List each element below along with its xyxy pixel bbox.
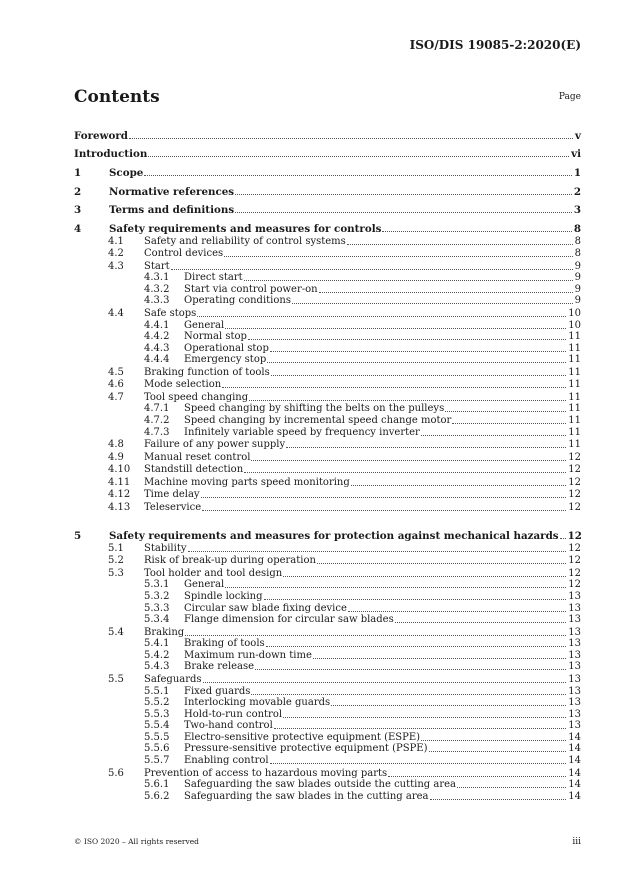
toc-entry[interactable] — [74, 451, 581, 464]
dot-leader — [222, 387, 566, 388]
toc-entry-title: Operational stop — [184, 342, 269, 354]
toc-entry-page: 14 — [568, 743, 581, 755]
toc-entry-title: Scope — [109, 167, 144, 180]
dot-leader — [202, 510, 566, 511]
toc-entry[interactable] — [74, 791, 581, 803]
toc-entry[interactable] — [74, 284, 581, 296]
toc-entry-title: Start via control power-on — [184, 283, 318, 295]
dot-leader — [248, 339, 566, 340]
dot-leader — [201, 497, 567, 498]
dot-leader — [560, 538, 566, 539]
toc-entry-number: 5.5.4 — [144, 720, 170, 732]
toc-entry-title: Safe stops — [144, 307, 197, 319]
toc-entry-title: Control devices — [144, 248, 224, 260]
copyright-footer: © ISO 2020 – All rights reserved — [74, 837, 199, 846]
dot-leader — [249, 400, 566, 401]
toc-entry-number: 4.3.3 — [144, 295, 170, 307]
toc-entry-page: 9 — [574, 260, 581, 272]
toc-entry-title: Speed changing by incremental speed change motor — [184, 414, 452, 426]
dot-leader — [283, 576, 566, 577]
toc-entry-page: 13 — [568, 638, 581, 650]
toc-entry-page: 14 — [568, 779, 581, 791]
toc-entry[interactable] — [74, 662, 581, 674]
toc-entry-page: 8 — [574, 248, 581, 260]
toc-entry[interactable] — [74, 415, 581, 427]
toc-entry-number: 4.4.1 — [144, 319, 170, 331]
toc-entry[interactable] — [74, 179, 581, 198]
toc-entry-number: 4.12 — [108, 489, 131, 501]
dot-leader — [286, 447, 566, 448]
toc-entry-page: 13 — [568, 661, 581, 673]
toc-entry-title: Interlocking movable guards — [184, 697, 331, 709]
toc-entry[interactable] — [74, 709, 581, 721]
dot-leader — [197, 316, 566, 317]
toc-entry[interactable] — [74, 580, 581, 592]
toc-entry-title: Braking of tools — [184, 638, 265, 650]
table-of-contents — [74, 123, 581, 803]
toc-entry-page: 12 — [567, 530, 582, 543]
toc-entry-number: 4.7.1 — [144, 403, 170, 415]
toc-entry-title: Enabling control — [184, 755, 269, 767]
dot-leader — [319, 292, 573, 293]
toc-entry-number: 5.6.1 — [144, 779, 170, 791]
toc-entry-page: 9 — [574, 295, 581, 307]
toc-entry-title: Pressure-sensitive protective equipment (PSPE) — [184, 743, 428, 755]
toc-entry-number: 4.4.2 — [144, 331, 170, 343]
toc-entry-page: 11 — [568, 391, 581, 403]
toc-entry-page: 14 — [568, 767, 581, 779]
toc-entry[interactable] — [74, 464, 581, 477]
dot-leader — [317, 563, 566, 564]
dot-leader — [270, 351, 566, 352]
toc-entry-title: Speed changing by shifting the belts on the pulleys — [184, 403, 445, 415]
toc-entry-page: v — [575, 129, 581, 142]
toc-entry-page: 3 — [573, 204, 581, 217]
toc-entry-number: 4.6 — [108, 379, 124, 391]
dot-leader — [225, 328, 566, 329]
toc-entry-number: 4.1 — [108, 235, 124, 247]
toc-entry-number: 4.7.3 — [144, 426, 170, 438]
toc-entry-page: 8 — [573, 223, 581, 236]
toc-entry[interactable] — [74, 355, 581, 367]
page-title: Contents — [74, 87, 160, 107]
toc-entry-title: General — [184, 579, 225, 591]
dot-leader — [421, 740, 566, 741]
toc-entry[interactable] — [74, 260, 581, 273]
toc-entry-title: Failure of any power supply — [144, 439, 286, 451]
toc-entry-page: 13 — [568, 685, 581, 697]
toc-entry[interactable] — [74, 603, 581, 615]
toc-entry-number: 5.4.1 — [144, 638, 170, 650]
toc-entry-page: 12 — [568, 555, 581, 567]
toc-entry-title: Foreword — [74, 129, 128, 142]
toc-entry[interactable] — [74, 320, 581, 332]
toc-entry-number: 5.6.2 — [144, 790, 170, 802]
toc-entry-number: 5.3 — [108, 567, 124, 579]
toc-entry-title: Time delay — [144, 489, 200, 501]
toc-entry-page: 12 — [568, 567, 581, 579]
toc-entry-number: 5.3.3 — [144, 602, 170, 614]
dot-leader — [235, 194, 572, 195]
dot-leader — [148, 156, 569, 157]
dot-leader — [264, 599, 567, 600]
dot-leader — [266, 646, 567, 647]
toc-entry-number: 4.13 — [108, 501, 131, 513]
toc-entry[interactable] — [74, 248, 581, 261]
toc-entry-page: 14 — [568, 790, 581, 802]
toc-entry[interactable] — [74, 732, 581, 744]
toc-entry-title: Safeguards — [144, 673, 202, 685]
dot-leader — [244, 472, 566, 473]
toc-entry[interactable] — [74, 343, 581, 355]
toc-entry-title: Fixed guards — [184, 685, 251, 697]
toc-entry-page: 10 — [568, 307, 581, 319]
toc-entry[interactable] — [74, 591, 581, 603]
toc-entry-page: 8 — [574, 235, 581, 247]
toc-entry-number: 5.3.1 — [144, 579, 170, 591]
toc-entry-page: 12 — [568, 579, 581, 591]
toc-entry-number: 5.5 — [108, 673, 124, 685]
toc-entry-title: Mode selection — [144, 379, 222, 391]
toc-entry[interactable] — [74, 404, 581, 416]
toc-entry-title: Start — [144, 260, 170, 272]
toc-entry[interactable] — [74, 698, 581, 710]
toc-entry-number: 1 — [74, 167, 82, 180]
toc-entry[interactable] — [74, 296, 581, 308]
dot-leader — [244, 280, 573, 281]
toc-entry-page: 12 — [568, 476, 581, 488]
toc-entry[interactable] — [74, 767, 581, 780]
dot-leader — [348, 611, 566, 612]
toc-entry-number: 5.5.1 — [144, 685, 170, 697]
dot-leader — [171, 269, 573, 270]
toc-entry-page: vi — [571, 148, 581, 161]
dot-leader — [292, 303, 573, 304]
toc-entry-page: 11 — [568, 379, 581, 391]
dot-leader — [421, 435, 566, 436]
toc-entry-number: 5.3.2 — [144, 590, 170, 602]
toc-entry-title: Braking function of tools — [144, 366, 270, 378]
toc-entry-number: 5.5.7 — [144, 755, 170, 767]
toc-entry-title: Tool speed changing — [144, 391, 249, 403]
toc-entry-title: Braking — [144, 626, 185, 638]
dot-leader — [271, 375, 567, 376]
dot-leader — [185, 635, 566, 636]
toc-entry-number: 5.6 — [108, 767, 124, 779]
toc-entry-title: Electro-sensitive protective equipment (ESPE) — [184, 731, 421, 743]
toc-entry-title: Manual reset control — [144, 451, 251, 463]
toc-entry[interactable] — [74, 476, 581, 489]
toc-entry-title: Introduction — [74, 148, 148, 161]
toc-entry-number: 4.7.2 — [144, 414, 170, 426]
dot-leader — [445, 411, 566, 412]
toc-entry-page: 12 — [568, 451, 581, 463]
toc-entry-number: 5.5.3 — [144, 708, 170, 720]
toc-entry[interactable] — [74, 780, 581, 792]
toc-entry-page: 13 — [568, 602, 581, 614]
toc-entry[interactable] — [74, 489, 581, 502]
toc-entry[interactable] — [74, 686, 581, 698]
dot-leader — [144, 175, 572, 176]
toc-entry-number: 4.2 — [108, 248, 124, 260]
dot-leader — [457, 787, 566, 788]
toc-entry-number: 5.4.2 — [144, 649, 170, 661]
toc-entry-title: Normative references — [109, 185, 235, 198]
dot-leader — [331, 705, 566, 706]
toc-entry-title: Safety requirements and measures for protection against mechanical hazards — [109, 530, 559, 543]
toc-entry-page: 11 — [568, 426, 581, 438]
toc-entry-title: Prevention of access to hazardous moving parts — [144, 767, 388, 779]
toc-entry[interactable] — [74, 567, 581, 580]
dot-leader — [203, 682, 567, 683]
toc-entry-title: Operating conditions — [184, 295, 291, 307]
toc-entry-number: 5.5.6 — [144, 743, 170, 755]
dot-leader — [270, 763, 567, 764]
toc-entry-number: 5.4 — [108, 626, 124, 638]
toc-entry-number: 5.3.4 — [144, 614, 170, 626]
toc-entry-title: Direct start — [184, 272, 243, 284]
toc-entry-number: 4.8 — [108, 439, 124, 451]
toc-entry-number: 4.3 — [108, 260, 124, 272]
toc-entry-title: Safety and reliability of control systems — [144, 235, 346, 247]
dot-leader — [188, 551, 567, 552]
toc-entry-page: 11 — [568, 354, 581, 366]
toc-entry-number: 5.5.5 — [144, 731, 170, 743]
toc-entry-page: 1 — [573, 167, 581, 180]
toc-entry[interactable] — [74, 366, 581, 379]
toc-entry-page: 12 — [568, 542, 581, 554]
dot-leader — [251, 460, 566, 461]
toc-entry-number: 4 — [74, 223, 82, 236]
toc-entry[interactable] — [74, 744, 581, 756]
document-id-header: ISO/DIS 19085-2:2020(E) — [409, 38, 581, 52]
toc-entry-number: 4.4 — [108, 307, 124, 319]
toc-entry-title: Infinitely variable speed by frequency inverter — [184, 426, 420, 438]
toc-entry[interactable] — [74, 123, 581, 142]
toc-entry-number: 4.3.1 — [144, 272, 170, 284]
toc-entry-title: Safeguarding the saw blades in the cutting area — [184, 790, 429, 802]
toc-entry[interactable] — [74, 235, 581, 248]
toc-entry-title: Maximum run-down time — [184, 649, 312, 661]
toc-entry-page: 9 — [574, 283, 581, 295]
dot-leader — [274, 728, 566, 729]
toc-entry-title: Emergency stop — [184, 354, 267, 366]
toc-entry-page: 2 — [573, 185, 581, 198]
dot-leader — [255, 669, 566, 670]
toc-entry-number: 4.11 — [108, 476, 131, 488]
dot-leader — [224, 256, 572, 257]
toc-entry[interactable] — [74, 198, 581, 217]
toc-entry-title: Risk of break-up during operation — [144, 555, 316, 567]
dot-leader — [129, 138, 573, 139]
toc-entry-number: 5.2 — [108, 555, 124, 567]
toc-entry-page: 11 — [568, 414, 581, 426]
toc-entry-page: 11 — [568, 439, 581, 451]
dot-leader — [235, 212, 572, 213]
dot-leader — [452, 423, 566, 424]
toc-entry[interactable] — [74, 307, 581, 320]
toc-entry-number: 5.1 — [108, 542, 124, 554]
toc-entry-title: Teleservice — [144, 501, 202, 513]
toc-entry-page: 11 — [568, 366, 581, 378]
dot-leader — [430, 799, 567, 800]
dot-leader — [395, 622, 567, 623]
dot-leader — [382, 231, 571, 232]
toc-entry-title: Normal stop — [184, 331, 247, 343]
dot-leader — [267, 362, 566, 363]
toc-entry-title: Terms and definitions — [109, 204, 235, 217]
toc-entry[interactable] — [74, 555, 581, 568]
toc-entry-page: 9 — [574, 272, 581, 284]
toc-entry-title: Stability — [144, 542, 187, 554]
toc-entry-page: 14 — [568, 731, 581, 743]
toc-entry-page: 14 — [568, 755, 581, 767]
toc-entry[interactable] — [74, 755, 581, 767]
toc-entry-title: Brake release — [184, 661, 255, 673]
dot-leader — [251, 694, 566, 695]
toc-entry-number: 4.5 — [108, 366, 124, 378]
toc-entry-page: 13 — [568, 614, 581, 626]
toc-entry-number: 5.4.3 — [144, 661, 170, 673]
toc-entry-number: 4.10 — [108, 464, 131, 476]
toc-entry[interactable] — [74, 650, 581, 662]
toc-entry-page: 11 — [568, 403, 581, 415]
toc-entry[interactable] — [74, 332, 581, 344]
toc-entry-number: 2 — [74, 185, 82, 198]
toc-entry-number: 3 — [74, 204, 82, 217]
toc-entry[interactable] — [74, 639, 581, 651]
toc-entry-title: Circular saw blade fixing device — [184, 602, 347, 614]
dot-leader — [347, 244, 573, 245]
toc-entry-number: 4.4.4 — [144, 354, 170, 366]
toc-entry-number: 5 — [74, 530, 82, 543]
dot-leader — [313, 658, 566, 659]
toc-entry-page: 13 — [568, 590, 581, 602]
toc-entry[interactable] — [74, 501, 581, 514]
toc-entry[interactable] — [74, 673, 581, 686]
dot-leader — [388, 776, 566, 777]
toc-entry-page: 12 — [568, 464, 581, 476]
toc-entry[interactable] — [74, 542, 581, 555]
toc-entry[interactable] — [74, 273, 581, 285]
toc-entry[interactable] — [74, 391, 581, 404]
toc-entry-title: Safety requirements and measures for controls — [109, 223, 382, 236]
toc-entry-title: Hold-to-run control — [184, 708, 283, 720]
toc-entry-page: 12 — [568, 489, 581, 501]
toc-entry-page: 13 — [568, 708, 581, 720]
toc-entry-page: 13 — [568, 697, 581, 709]
dot-leader — [283, 717, 566, 718]
toc-entry-title: Safeguarding the saw blades outside the cutting area — [184, 779, 456, 791]
toc-entry[interactable] — [74, 216, 581, 235]
dot-leader — [225, 587, 566, 588]
toc-entry-number: 4.3.2 — [144, 283, 170, 295]
toc-entry-number: 4.7 — [108, 391, 124, 403]
toc-entry-number: 4.4.3 — [144, 342, 170, 354]
toc-entry-title: Spindle locking — [184, 590, 263, 602]
toc-entry-page: 13 — [568, 626, 581, 638]
toc-entry-title: Tool holder and tool design — [144, 567, 283, 579]
toc-entry-number: 5.5.2 — [144, 697, 170, 709]
toc-entry-page: 11 — [568, 331, 581, 343]
toc-entry-number: 4.9 — [108, 451, 124, 463]
dot-leader — [351, 485, 566, 486]
page-column-label: Page — [558, 92, 581, 102]
toc-entry-title: Standstill detection — [144, 464, 244, 476]
toc-entry-title: Two-hand control — [184, 720, 273, 732]
toc-entry-title: Flange dimension for circular saw blades — [184, 614, 394, 626]
toc-entry-page: 13 — [568, 649, 581, 661]
toc-entry[interactable] — [74, 524, 581, 543]
toc-entry[interactable] — [74, 615, 581, 627]
dot-leader — [429, 751, 567, 752]
toc-entry[interactable] — [74, 142, 581, 161]
toc-entry[interactable] — [74, 626, 581, 639]
toc-entry[interactable] — [74, 379, 581, 392]
toc-entry-page: 10 — [568, 319, 581, 331]
toc-entry[interactable] — [74, 160, 581, 179]
page-number: iii — [572, 837, 581, 847]
toc-entry[interactable] — [74, 439, 581, 452]
toc-entry-page: 13 — [568, 673, 581, 685]
toc-entry[interactable] — [74, 427, 581, 439]
toc-entry-page: 13 — [568, 720, 581, 732]
toc-entry-title: Machine moving parts speed monitoring — [144, 476, 350, 488]
toc-entry-page: 12 — [568, 501, 581, 513]
toc-entry-page: 11 — [568, 342, 581, 354]
toc-entry[interactable] — [74, 721, 581, 733]
toc-entry-title: General — [184, 319, 225, 331]
